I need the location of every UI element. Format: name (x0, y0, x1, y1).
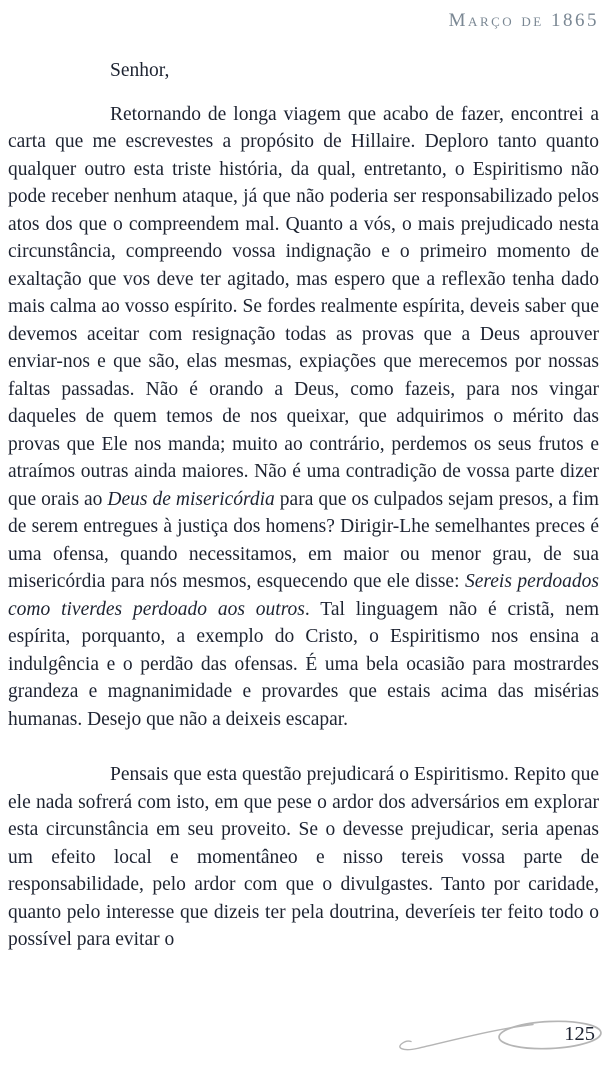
letter-paragraph (8, 101, 599, 734)
letter-salutation: Senhor, (110, 60, 170, 81)
italic-quote: Sereis perdoados como tiverdes perdoado aos outros (8, 571, 600, 620)
page-footer (393, 1008, 605, 1058)
paragraph-text: Pensais que esta questão prejudicará o Espiritismo. Repito que ele nada sofrerá com isto, em que pese o ardor dos adversários em explorar esta circunstância em seu proveito. Se o devesse prejudicar, seria apenas um efeito local e momentâneo e nisso tereis vossa parte de responsabilidade, pelo ardor com que o divulgastes. Tanto por caridade, quanto pelo interesse que dizeis ter pela doutrina, deveríeis ter feito todo o possível para evitar o (8, 764, 599, 950)
running-header-text: Março de 1865 (448, 10, 599, 31)
paragraph-text: Retornando de longa viagem que acabo de fazer, encontrei a carta que me escrevestes a propósito de Hillaire. Deploro tanto quanto qualquer outro esta triste história, da qual, entretanto, o Espiritismo não pode receber nenhum ataque, já que não poderia ser responsabilizado pelos atos dos que o compreendem mal. Quanto a vós, o mais prejudicado nesta circunstância, compreendo vossa indignação e o primeiro momento de exaltação que vos deve ter agitado, mas espero que a reflexão tenha dado mais calma ao vosso espírito. Se fordes realmente espírita, deveis saber que devemos aceitar com resignação todas as provas que a Deus aprouver enviar-nos e que são, elas mesmas, expiações que merecemos por nossas faltas passadas. Não é orando a Deus, como fazeis, para nos vingar daqueles de quem temos de nos queixar, que adquirimos o mérito das provas que Ele nos manda; muito ao contrário, perdemos os seus frutos e atraímos outras ainda maiores. Não é uma contradição de vossa parte dizer que orais ao (8, 103, 599, 510)
letter-paragraphs (8, 101, 599, 954)
letter-paragraph (8, 761, 599, 954)
running-header (449, 11, 599, 31)
letter-body (8, 57, 599, 954)
italic-quote: Deus de misericórdia (107, 488, 275, 510)
paragraph-text: para que os culpados sejam presos, a fim de serem entregues à justiça dos homens? Dirigir-Lhe semelhantes preces é uma ofensa, quando necessitamos, em maior ou menor grau, de sua misericórdia para nós mesmos, esquecendo que ele disse: (8, 488, 599, 592)
paragraph-text: . Tal linguagem não é cristã, nem espírita, porquanto, a exemplo do Cristo, o Espiritismo nos ensina a indulgência e o perdão das ofensas. É uma bela ocasião para mostrardes grandeza e magnanimidade e provardes que estais acima das misérias humanas. Desejo que não a deixeis escapar. (8, 598, 599, 730)
page-number: 125 (564, 1023, 595, 1045)
